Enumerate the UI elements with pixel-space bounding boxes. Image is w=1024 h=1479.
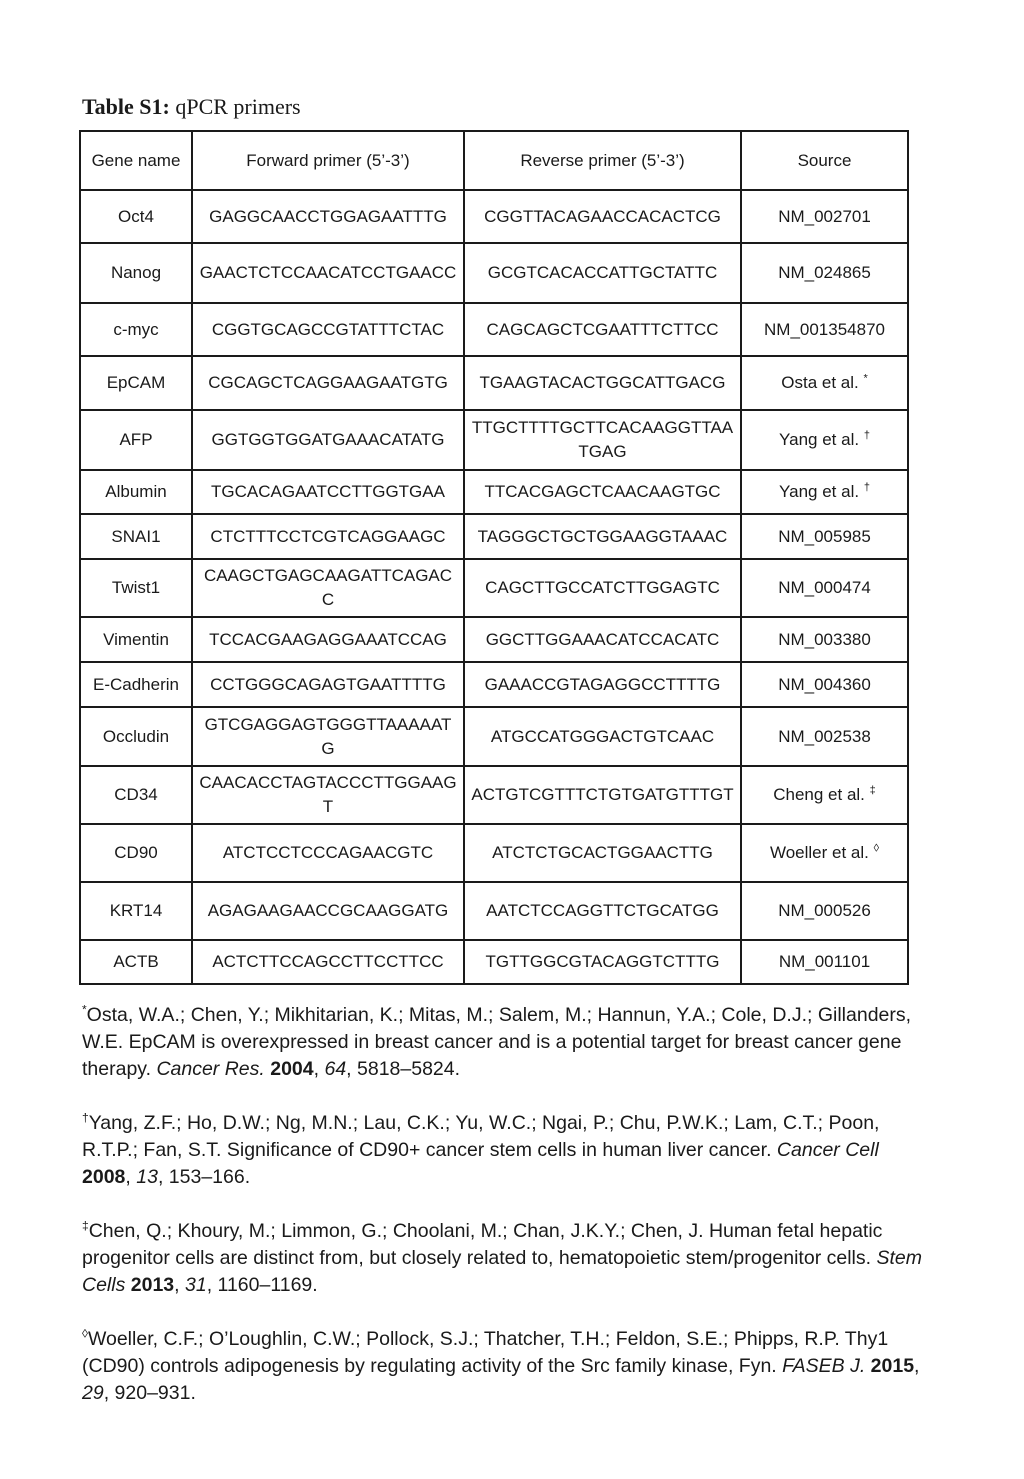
source-cell bbox=[741, 662, 908, 707]
reverse-primer-text: TTGCTTTTGCTTCACAAGGTTAATGAG bbox=[471, 418, 734, 461]
forward-primer-cell bbox=[192, 617, 464, 662]
header-row bbox=[80, 131, 908, 190]
reverse-primer-cell bbox=[464, 882, 741, 940]
reverse-primer-cell bbox=[464, 190, 741, 243]
source-cell bbox=[741, 559, 908, 617]
forward-primer-cell bbox=[192, 882, 464, 940]
gene-name-text: CD34 bbox=[114, 785, 158, 804]
source-cell bbox=[741, 940, 908, 984]
gene-name-text: c-myc bbox=[113, 319, 159, 339]
forward-primer-cell bbox=[192, 559, 464, 617]
source-text: NM_024865 bbox=[778, 263, 871, 282]
reference-journal: Cancer Res. bbox=[156, 1058, 265, 1080]
gene-name-cell bbox=[80, 303, 192, 356]
forward-primer-text: ATCTCCTCCCAGAACGTC bbox=[222, 843, 434, 862]
reference-year: 2004 bbox=[270, 1058, 314, 1080]
reverse-primer-text: TGAAGTACACTGGCATTGACG bbox=[479, 373, 726, 392]
gene-name-text: CD90 bbox=[114, 843, 158, 862]
reverse-primer-cell bbox=[464, 617, 741, 662]
gene-name-cell bbox=[80, 707, 192, 766]
source-text: Yang et al. bbox=[779, 430, 860, 449]
reverse-primer-text: CAGCAGCTCGAATTTCTTCC bbox=[486, 319, 719, 339]
reverse-primer-cell bbox=[464, 356, 741, 410]
forward-primer-text: GAGGCAACCTGGAGAATTTG bbox=[209, 206, 447, 226]
source-cell bbox=[741, 766, 908, 824]
reverse-primer-text: CGGTTACAGAACCACACTCG bbox=[484, 206, 721, 226]
source-text: Yang et al. bbox=[779, 482, 860, 501]
forward-primer-cell bbox=[192, 243, 464, 303]
forward-primer-text: CCTGGGCAGAGTGAATTTTG bbox=[210, 674, 446, 694]
reference-pages: 1160–1169. bbox=[217, 1274, 318, 1296]
forward-primer-text: AGAGAAGAACCGCAAGGATG bbox=[207, 901, 449, 920]
gene-name-cell bbox=[80, 882, 192, 940]
source-cell bbox=[741, 470, 908, 514]
reverse-primer-text: TGTTGGCGTACAGGTCTTTG bbox=[485, 952, 720, 971]
header-source: Source bbox=[741, 131, 908, 190]
gene-name-text: EpCAM bbox=[106, 373, 166, 392]
reverse-primer-text: ATGCCATGGGACTGTCAAC bbox=[490, 726, 715, 746]
reference-mark: † bbox=[82, 1110, 89, 1125]
reverse-primer-cell bbox=[464, 824, 741, 882]
gene-name-cell bbox=[80, 410, 192, 470]
gene-name-cell bbox=[80, 824, 192, 882]
gene-name-cell bbox=[80, 470, 192, 514]
reference-volume: 31 bbox=[185, 1274, 207, 1296]
source-cell bbox=[741, 243, 908, 303]
source-cell bbox=[741, 882, 908, 940]
forward-primer-cell bbox=[192, 190, 464, 243]
gene-name-cell bbox=[80, 940, 192, 984]
table-row bbox=[80, 190, 908, 243]
reference-mark: ‡ bbox=[82, 1218, 89, 1233]
gene-name-cell bbox=[80, 190, 192, 243]
caption-text: qPCR primers bbox=[175, 94, 301, 119]
source-text: NM_000474 bbox=[778, 578, 871, 597]
header-forward-primer: Forward primer (5’-3’) bbox=[192, 131, 464, 190]
table-row bbox=[80, 303, 908, 356]
footnote-mark: ‡ bbox=[869, 784, 876, 797]
reverse-primer-text: ACTGTCGTTTCTGTGATGTTTGT bbox=[471, 785, 734, 804]
forward-primer-cell bbox=[192, 766, 464, 824]
reverse-primer-text: ATCTCTGCACTGGAACTTG bbox=[492, 843, 713, 862]
source-cell bbox=[741, 514, 908, 559]
source-text: Cheng et al. bbox=[773, 785, 865, 804]
gene-name-cell bbox=[80, 766, 192, 824]
forward-primer-text: GGTGGTGGATGAAACATATG bbox=[211, 430, 445, 449]
forward-primer-cell bbox=[192, 662, 464, 707]
reverse-primer-cell bbox=[464, 662, 741, 707]
gene-name-text: Albumin bbox=[105, 482, 167, 501]
source-cell bbox=[741, 356, 908, 410]
forward-primer-text: ACTCTTCCAGCCTTCCTTCC bbox=[212, 952, 444, 971]
table-row bbox=[80, 940, 908, 984]
forward-primer-cell bbox=[192, 707, 464, 766]
source-cell bbox=[741, 707, 908, 766]
gene-name-text: SNAI1 bbox=[111, 526, 161, 546]
gene-name-cell bbox=[80, 514, 192, 559]
table-row bbox=[80, 356, 908, 410]
reference-year: 2013 bbox=[130, 1274, 175, 1296]
reverse-primer-text: AATCTCCAGGTTCTGCATGG bbox=[486, 901, 719, 920]
references bbox=[82, 1002, 922, 1434]
reference-year: 2008 bbox=[82, 1166, 126, 1188]
table-row bbox=[80, 882, 908, 940]
forward-primer-text: TGCACAGAATCCTTGGTGAA bbox=[211, 482, 445, 501]
source-text: NM_003380 bbox=[778, 629, 871, 649]
reverse-primer-cell bbox=[464, 470, 741, 514]
reverse-primer-cell bbox=[464, 766, 741, 824]
table-row bbox=[80, 662, 908, 707]
reference-text: Chen, Q.; Khoury, M.; Limmon, G.; Choolani, M.; Chan, J.K.Y.; Chen, J. Human fetal hepatic progenitor cells are distinct from, but closely related to, hematopoietic stem/progenitor cells. bbox=[82, 1220, 883, 1269]
source-text: Woeller et al. bbox=[769, 843, 869, 862]
reverse-primer-cell bbox=[464, 940, 741, 984]
source-text: NM_001354870 bbox=[764, 319, 885, 339]
reference-item: *Osta, W.A.; Chen, Y.; Mikhitarian, K.; Mitas, M.; Salem, M.; Hannun, Y.A.; Cole, D.J.; Gillanders, W.E. EpCAM is overexpressed in breast cancer and is a potential target for breast cancer gene therapy. Cancer Res. 2004, 64, 5818–5824. bbox=[82, 1002, 912, 1080]
table-row bbox=[80, 470, 908, 514]
caption-label: Table S1: bbox=[82, 94, 170, 119]
reference-journal: FASEB J. bbox=[782, 1355, 866, 1377]
gene-name-text: ACTB bbox=[113, 952, 159, 971]
reference-volume: 13 bbox=[136, 1166, 158, 1188]
reverse-primer-cell bbox=[464, 243, 741, 303]
reference-pages: 920–931. bbox=[114, 1382, 196, 1404]
gene-name-cell bbox=[80, 243, 192, 303]
table-row bbox=[80, 707, 908, 766]
source-text: NM_000526 bbox=[778, 901, 871, 920]
forward-primer-text: TCCACGAAGAGGAAATCCAG bbox=[209, 629, 447, 649]
reference-journal: Stem Cells bbox=[82, 1247, 922, 1296]
reference-volume: 29 bbox=[82, 1382, 104, 1404]
table-row bbox=[80, 559, 908, 617]
footnote-mark: † bbox=[863, 481, 870, 494]
gene-name-text: KRT14 bbox=[109, 901, 163, 920]
forward-primer-cell bbox=[192, 514, 464, 559]
reference-mark: ◊ bbox=[82, 1326, 88, 1341]
reverse-primer-cell bbox=[464, 303, 741, 356]
source-text: NM_002538 bbox=[778, 726, 871, 746]
source-text: Osta et al. bbox=[781, 373, 859, 392]
reverse-primer-text: GGCTTGGAAACATCCACATC bbox=[485, 629, 720, 649]
forward-primer-text: GAACTCTCCAACATCCTGAACC bbox=[199, 263, 457, 282]
forward-primer-cell bbox=[192, 940, 464, 984]
reference-item: ◊Woeller, C.F.; O’Loughlin, C.W.; Pollock, S.J.; Thatcher, T.H.; Feldon, S.E.; Phipps, R.P. Thy1 (CD90) controls adipogenesis by regulating activity of the Src family kinase, Fyn. FASEB J. 2015, 29, 920–931. bbox=[82, 1326, 920, 1404]
reverse-primer-text: TTCACGAGCTCAACAAGTGC bbox=[484, 482, 721, 501]
gene-name-text: Occludin bbox=[102, 726, 170, 746]
reference-volume: 64 bbox=[324, 1058, 347, 1080]
source-cell bbox=[741, 617, 908, 662]
table-row bbox=[80, 514, 908, 559]
reference-mark: * bbox=[82, 1002, 87, 1017]
footnote-mark: * bbox=[863, 372, 868, 385]
reverse-primer-text: TAGGGCTGCTGGAAGGTAAAC bbox=[477, 526, 728, 546]
forward-primer-cell bbox=[192, 824, 464, 882]
gene-name-text: E-Cadherin bbox=[93, 674, 179, 694]
forward-primer-cell bbox=[192, 410, 464, 470]
reverse-primer-cell bbox=[464, 410, 741, 470]
source-cell bbox=[741, 824, 908, 882]
table-row bbox=[80, 617, 908, 662]
reference-item: ‡Chen, Q.; Khoury, M.; Limmon, G.; Choolani, M.; Chan, J.K.Y.; Chen, J. Human fetal hepatic progenitor cells are distinct from, but closely related to, hematopoietic stem/progenitor cells. Stem Cells 2013, 31, 1160–1169. bbox=[82, 1218, 922, 1296]
forward-primer-text: GTCGAGGAGTGGGTTAAAAATG bbox=[204, 714, 452, 758]
reference-year: 2015 bbox=[870, 1355, 915, 1377]
gene-name-cell bbox=[80, 662, 192, 707]
reverse-primer-cell bbox=[464, 707, 741, 766]
forward-primer-text: CAAGCTGAGCAAGATTCAGACC bbox=[203, 566, 453, 609]
table-caption bbox=[82, 94, 301, 120]
gene-name-text: Vimentin bbox=[103, 629, 169, 649]
forward-primer-text: CTCTTTCCTCGTCAGGAAGC bbox=[210, 526, 446, 546]
reference-item: †Yang, Z.F.; Ho, D.W.; Ng, M.N.; Lau, C.K.; Yu, W.C.; Ngai, P.; Chu, P.W.K.; Lam, C.T.; Poon, R.T.P.; Fan, S.T. Significance of CD90+ cancer stem cells in human liver cancer. Cancer Cell 2008, 13, 153–166. bbox=[82, 1110, 880, 1188]
gene-name-text: Nanog bbox=[110, 263, 162, 282]
table-row bbox=[80, 766, 908, 824]
gene-name-cell bbox=[80, 617, 192, 662]
reference-pages: 153–166. bbox=[168, 1166, 251, 1188]
table-row bbox=[80, 410, 908, 470]
gene-name-text: Oct4 bbox=[118, 206, 154, 226]
source-cell bbox=[741, 303, 908, 356]
gene-name-cell bbox=[80, 559, 192, 617]
source-cell bbox=[741, 190, 908, 243]
reverse-primer-cell bbox=[464, 514, 741, 559]
reference-journal: Cancer Cell bbox=[776, 1139, 879, 1161]
reverse-primer-text: GCGTCACACCATTGCTATTC bbox=[487, 263, 718, 282]
primer-table bbox=[79, 130, 909, 985]
source-text: NM_005985 bbox=[778, 526, 871, 546]
reference-text: Osta, W.A.; Chen, Y.; Mikhitarian, K.; Mitas, M.; Salem, M.; Hannun, Y.A.; Cole, D.J.; Gillanders, W.E. EpCAM is overexpressed in breast cancer and is a potential target for breast cancer gene therapy. bbox=[82, 1004, 912, 1080]
reference-text: Yang, Z.F.; Ho, D.W.; Ng, M.N.; Lau, C.K.; Yu, W.C.; Ngai, P.; Chu, P.W.K.; Lam, C.T.; Poon, R.T.P.; Fan, S.T. Significance of CD90+ cancer stem cells in human liver cancer. bbox=[82, 1112, 880, 1161]
gene-name-text: Twist1 bbox=[111, 578, 161, 597]
footnote-mark: † bbox=[863, 429, 870, 442]
reverse-primer-cell bbox=[464, 559, 741, 617]
forward-primer-cell bbox=[192, 303, 464, 356]
header-reverse-primer: Reverse primer (5’-3’) bbox=[464, 131, 741, 190]
reverse-primer-text: CAGCTTGCCATCTTGGAGTC bbox=[485, 578, 720, 597]
forward-primer-cell bbox=[192, 470, 464, 514]
header-gene-name: Gene name bbox=[80, 131, 192, 190]
source-cell bbox=[741, 410, 908, 470]
reference-pages: 5818–5824. bbox=[357, 1058, 461, 1080]
footnote-mark: ◊ bbox=[873, 842, 880, 855]
table-row bbox=[80, 243, 908, 303]
gene-name-text: AFP bbox=[119, 430, 153, 449]
reverse-primer-text: GAAACCGTAGAGGCCTTTTG bbox=[484, 674, 721, 694]
forward-primer-cell bbox=[192, 356, 464, 410]
source-text: NM_002701 bbox=[778, 206, 871, 226]
forward-primer-text: CGCAGCTCAGGAAGAATGTG bbox=[208, 373, 448, 392]
forward-primer-text: CGGTGCAGCCGTATTTCTAC bbox=[211, 319, 445, 339]
gene-name-cell bbox=[80, 356, 192, 410]
forward-primer-text: CAACACCTAGTACCCTTGGAAGT bbox=[199, 773, 457, 816]
source-text: NM_004360 bbox=[778, 674, 871, 694]
reference-text: Woeller, C.F.; O’Loughlin, C.W.; Pollock, S.J.; Thatcher, T.H.; Feldon, S.E.; Phipps, R.P. Thy1 (CD90) controls adipogenesis by regulating activity of the Src family kinase, Fyn. bbox=[82, 1328, 889, 1377]
table-row bbox=[80, 824, 908, 882]
source-text: NM_001101 bbox=[778, 952, 871, 971]
